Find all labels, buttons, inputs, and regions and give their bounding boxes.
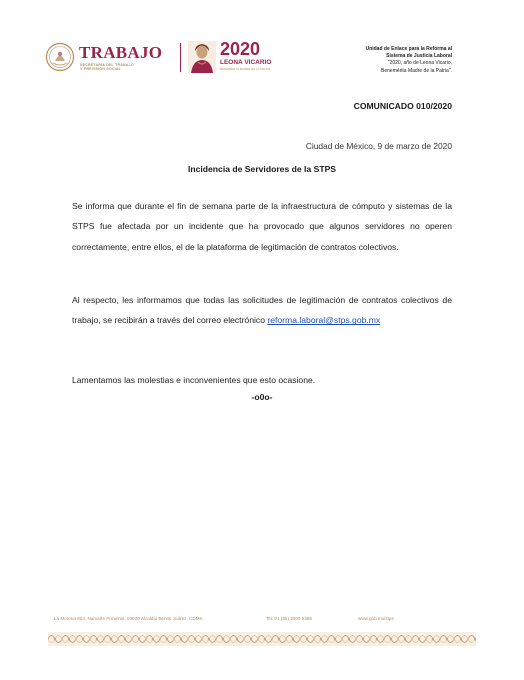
footer-phone: Tel: 01 (55) 2000 5385 [266,616,312,621]
brand-year-subtitle: BENEMÉRITA MADRE DE LA PATRIA [220,67,271,71]
communique-number: COMUNICADO 010/2020 [353,101,452,111]
brand-year: 2020 [220,39,261,59]
email-link[interactable]: reforma.laboral@stps.gob.mx [267,315,381,326]
paragraph-2-text: Al respecto, les informamos que todas las solicitudes de legitimación de contratos colectivos de trabajo, se recibirán a través del correo electrónico [72,295,452,326]
brand-trabajo: TRABAJO [79,43,163,62]
leona-vicario-logo [188,41,288,75]
closing-mark: -o0o- [251,392,273,402]
footer-website[interactable]: www.gob.mx/stps [358,616,394,621]
logo-divider [180,43,181,72]
paragraph-2 [72,290,452,331]
footer-ornament-band [48,632,476,646]
brand-year-name: LEONA VICARIO [220,59,272,66]
national-seal-icon [45,42,75,72]
brand-trabajo-subtitle: SECRETARÍA DEL TRABAJO Y PREVISIÓN SOCIAL [80,63,134,72]
unit-header: Unidad de Enlace para la Reforma al Sistema de Justicia Laboral "2020, año de Leona Vicario, Benemérita Madre de la Patria". [365,46,452,74]
paragraph-1: Se informa que durante el fin de semana parte de la infraestructura de cómputo y sistemas de la STPS fue afectada por un incidente que ha provocado que algunos servidores no operen correctamente, entre ellos, el de la plataforma de legitimación de contratos colectivos. [72,201,452,252]
trabajo-logo [45,42,175,74]
document-date: Ciudad de México, 9 de marzo de 2020 [305,141,452,151]
paragraph-3: Lamentamos las molestias e inconvenientes que esto ocasione. [72,375,316,385]
leona-vicario-portrait-icon [188,41,216,73]
footer-address: La Morena 804, Narvarte Poniente, 03020 Alcaldía Benito Juárez. CDMX [54,616,203,621]
document-title: Incidencia de Servidores de la STPS [187,164,337,174]
